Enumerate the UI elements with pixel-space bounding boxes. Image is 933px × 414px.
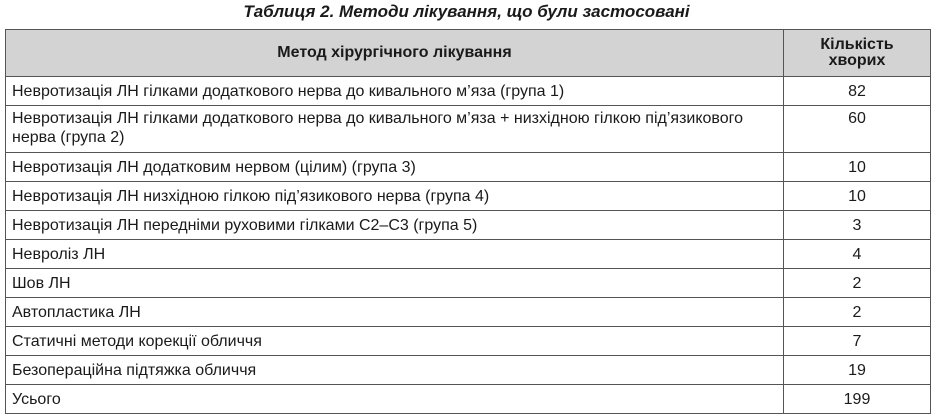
method-cell: Статичні методи корекції обличчя <box>6 327 784 356</box>
count-cell: 2 <box>784 269 931 298</box>
treatment-methods-table <box>5 29 931 414</box>
table-row <box>6 327 931 356</box>
header-count-line2: хворих <box>828 52 886 69</box>
table-row-total <box>6 385 931 414</box>
count-cell: 60 <box>784 106 931 153</box>
method-cell: Невротизація ЛН передніми руховими гілками С2–С3 (група 5) <box>6 211 784 240</box>
method-cell: Невротизація ЛН гілками додаткового нерва до кивального м’яза + низхідною гілкою під’язикового нерва (група 2) <box>6 106 784 153</box>
method-cell: Невротизація ЛН низхідною гілкою під’язикового нерва (група 4) <box>6 182 784 211</box>
method-cell: Невротизація ЛН додатковим нервом (цілим) (група 3) <box>6 153 784 182</box>
method-cell: Невротизація ЛН гілками додаткового нерва до кивального м’яза (група 1) <box>6 77 784 106</box>
total-label-cell: Усього <box>6 385 784 414</box>
method-cell: Невроліз ЛН <box>6 240 784 269</box>
count-cell: 7 <box>784 327 931 356</box>
count-cell: 10 <box>784 182 931 211</box>
header-count <box>784 30 931 77</box>
table-row <box>6 153 931 182</box>
table-row <box>6 240 931 269</box>
count-cell: 19 <box>784 356 931 385</box>
table-row <box>6 77 931 106</box>
count-cell: 2 <box>784 298 931 327</box>
count-cell: 3 <box>784 211 931 240</box>
table-row <box>6 298 931 327</box>
count-cell: 10 <box>784 153 931 182</box>
header-count-line1: Кількість <box>820 36 894 53</box>
method-cell: Автопластика ЛН <box>6 298 784 327</box>
table-row <box>6 182 931 211</box>
table-header-row <box>6 30 931 77</box>
table-row <box>6 269 931 298</box>
method-cell: Безопераційна підтяжка обличчя <box>6 356 784 385</box>
total-count-cell: 199 <box>784 385 931 414</box>
count-cell: 4 <box>784 240 931 269</box>
table-caption: Таблиця 2. Методи лікування, що були застосовані <box>243 2 690 21</box>
method-cell: Шов ЛН <box>6 269 784 298</box>
table-row <box>6 356 931 385</box>
table-row <box>6 211 931 240</box>
table-row <box>6 106 931 153</box>
count-cell: 82 <box>784 77 931 106</box>
header-method: Метод хірургічного лікування <box>6 30 784 77</box>
